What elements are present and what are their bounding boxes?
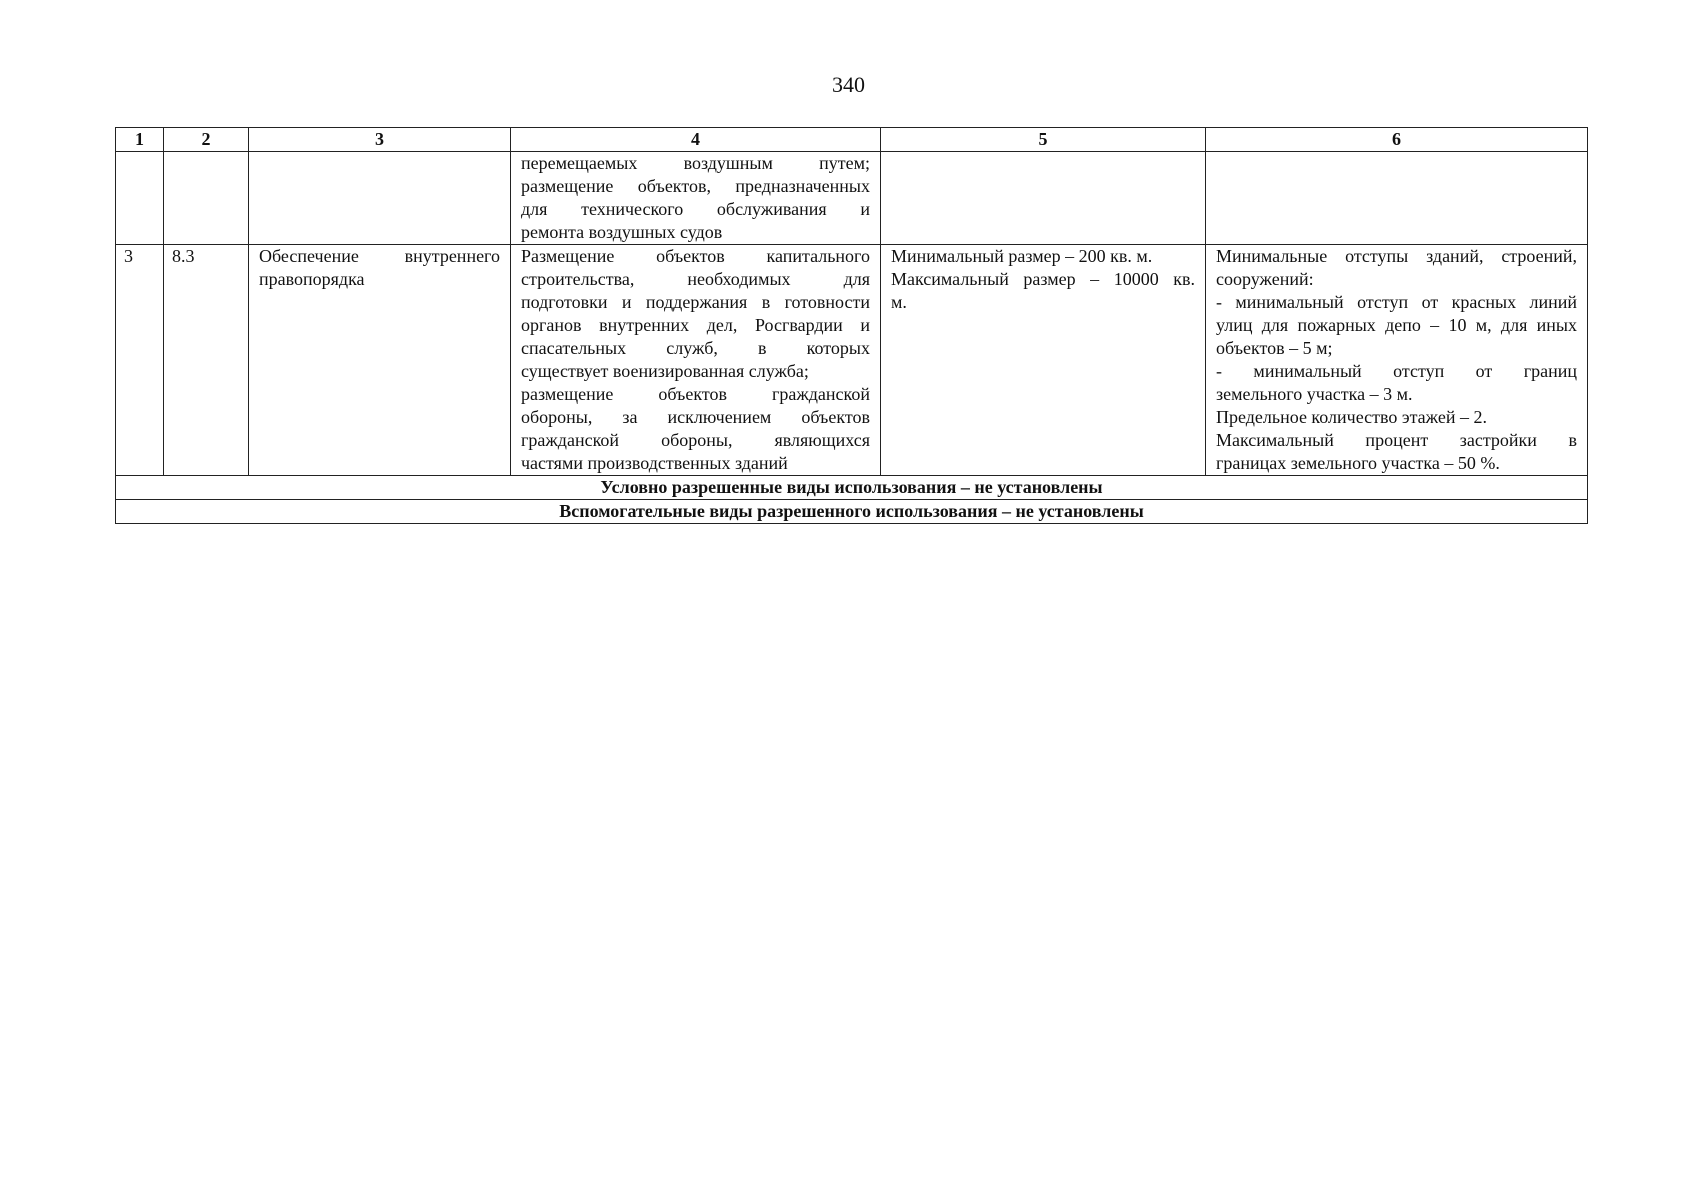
- text-line: Минимальный размер – 200 кв. м.: [891, 246, 1153, 266]
- continuation-cell-4: [511, 152, 881, 245]
- column-header-2: 2: [164, 128, 249, 152]
- use-name-cell: [249, 245, 511, 476]
- text-line: сооружений:: [1216, 269, 1314, 289]
- page-number: 340: [832, 72, 865, 97]
- text-line: спасательных служб, в которых: [521, 338, 870, 358]
- use-description-cell: [511, 245, 881, 476]
- text-line: ремонта воздушных судов: [521, 222, 723, 242]
- text-line: границах земельного участка – 50 %.: [1216, 453, 1500, 473]
- text-line: Максимальный процент застройки в: [1216, 430, 1577, 450]
- plot-size-cell: [881, 245, 1206, 476]
- text-line: частями производственных зданий: [521, 453, 788, 473]
- text-line: Обеспечение внутреннего: [259, 246, 500, 266]
- text-line: для технического обслуживания и: [521, 199, 870, 219]
- conditional-uses-row: [116, 476, 1588, 500]
- text-line: Размещение объектов капитального: [521, 246, 870, 266]
- column-number-row: [116, 128, 1588, 152]
- text-line: строительства, необходимых для: [521, 269, 870, 289]
- use-code-cell: 8.3: [164, 245, 249, 476]
- column-header-3: 3: [249, 128, 511, 152]
- text-line: обороны, за исключением объектов: [521, 407, 870, 427]
- text-line: улиц для пожарных депо – 10 м, для иных: [1216, 315, 1577, 335]
- text-line: органов внутренних дел, Росгвардии и: [521, 315, 870, 335]
- continuation-cell-3: [249, 152, 511, 245]
- text-line: размещение объектов гражданской: [521, 384, 870, 404]
- text-line: - минимальный отступ от границ: [1216, 361, 1577, 381]
- restrictions-cell: [1206, 245, 1588, 476]
- text-line: земельного участка – 3 м.: [1216, 384, 1413, 404]
- text-line: существует военизированная служба;: [521, 361, 809, 381]
- table-row: [116, 245, 1588, 476]
- text-line: объектов – 5 м;: [1216, 338, 1333, 358]
- column-header-5: 5: [881, 128, 1206, 152]
- zoning-table: [115, 127, 1588, 524]
- auxiliary-uses-row: [116, 500, 1588, 524]
- text-line: Предельное количество этажей – 2.: [1216, 407, 1487, 427]
- text-line: правопорядка: [259, 269, 365, 289]
- row-number-cell: 3: [116, 245, 164, 476]
- continuation-cell-1: [116, 152, 164, 245]
- column-header-4: 4: [511, 128, 881, 152]
- text-line: м.: [891, 292, 907, 312]
- text-line: перемещаемых воздушным путем;: [521, 153, 870, 173]
- column-header-1: 1: [116, 128, 164, 152]
- column-header-6: 6: [1206, 128, 1588, 152]
- conditional-uses-heading: Условно разрешенные виды использования – не установлены: [116, 476, 1588, 500]
- text-line: - минимальный отступ от красных линий: [1216, 292, 1577, 312]
- table-row-continuation: [116, 152, 1588, 245]
- text-line: размещение объектов, предназначенных: [521, 176, 870, 196]
- continuation-cell-5: [881, 152, 1206, 245]
- continuation-cell-2: [164, 152, 249, 245]
- text-line: подготовки и поддержания в готовности: [521, 292, 870, 312]
- text-line: гражданской обороны, являющихся: [521, 430, 870, 450]
- text-line: Минимальные отступы зданий, строений,: [1216, 246, 1577, 266]
- text-line: Максимальный размер – 10000 кв.: [891, 269, 1195, 289]
- continuation-cell-6: [1206, 152, 1588, 245]
- auxiliary-uses-heading: Вспомогательные виды разрешенного использования – не установлены: [116, 500, 1588, 524]
